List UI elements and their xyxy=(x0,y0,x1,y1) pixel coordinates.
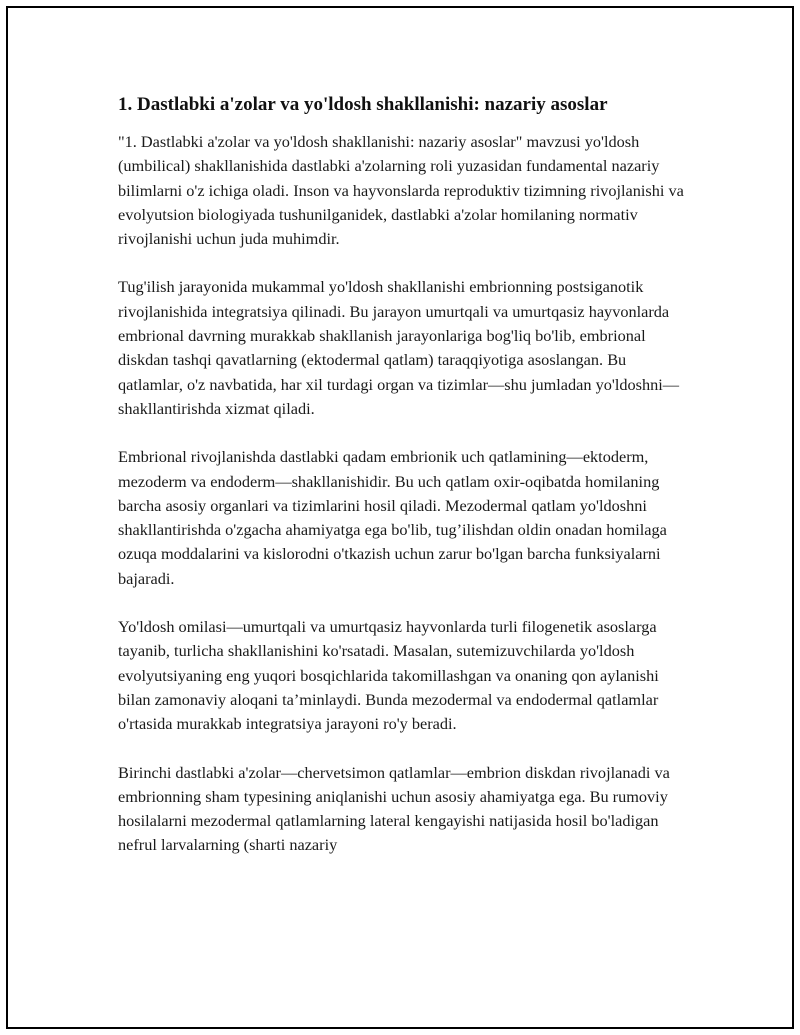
paragraph-5: Birinchi dastlabki a'zolar—chervetsimon qatlamlar—embrion diskdan rivojlanadi va embrionning sham typesining aniqlanishi uchun asosiy ahamiyatga ega. Bu rumoviy hosilalarni mezodermal qatlamlarning lateral kengayishi natijasida hosil bo'ladigan nefrul larvalarning (sharti nazariy xyxy=(118,762,670,855)
paragraph-4: Yo'ldosh omilasi—umurtqali va umurtqasiz hayvonlarda turli filogenetik asoslarga tayanib, turlicha shakllanishini ko'rsatadi. Masalan, sutemizuvchilarda yo'ldosh evolyutsiyaning eng yuqori bosqichlarida takomillashgan va onaning qon aylanishi bilan zamonaviy aloqani ta’minlaydi. Bunda mezodermal va endodermal qatlamlar o'rtasida murakkab integratsiya jarayoni ro'y beradi. xyxy=(118,617,659,734)
document-title: 1. Dastlabki a'zolar va yo'ldosh shakllanishi: nazariy asoslar xyxy=(118,94,608,115)
paragraph-2: Tug'ilish jarayonida mukammal yo'ldosh shakllanishi embrionning postsiganotik rivojlanishida integratsiya qilinadi. Bu jarayon umurtqali va umurtqasiz hayvonlarda embrional davrning murakkab shakllanish jarayonlariga bog'liq bo'lib, embrional diskdan tashqi qavatlarning (ektodermal qatlam) taraqqiyotiga asoslangan. Bu qatlamlar, o'z navbatida, har xil turdagi organ va tizimlar—shu jumladan yo'ldoshni—shakllantirishda xizmat qiladi. xyxy=(118,277,680,418)
document-body xyxy=(118,92,692,882)
paragraph-1: "1. Dastlabki a'zolar va yo'ldosh shakllanishi: nazariy asoslar" mavzusi yo'ldosh (umbilical) shakllanishida dastlabki a'zolarning roli yuzasidan fundamental nazariy bilimlarni o'z ichiga oladi. Inson va hayvonslarda reproduktiv tizimning rivojlanishi va evolyutsion biologiyada tushunilganidek, dastlabki a'zolar homilaning normativ rivojlanishi uchun juda muhimdir. xyxy=(118,132,684,249)
paragraph-3: Embrional rivojlanishda dastlabki qadam embrionik uch qatlamining—ektoderm, mezoderm va endoderm—shakllanishidir. Bu uch qatlam oxir-oqibatda homilaning barcha asosiy organlari va tizimlarini hosil qiladi. Mezodermal qatlam yo'ldoshni shakllantirishda o'zgacha ahamiyatga ega bo'lib, tug’ilishdan oldin onadan homilaga ozuqa moddalarini va kislorodni o'tkazish uchun zarur bo'lgan barcha funksiyalarni bajaradi. xyxy=(118,447,667,588)
